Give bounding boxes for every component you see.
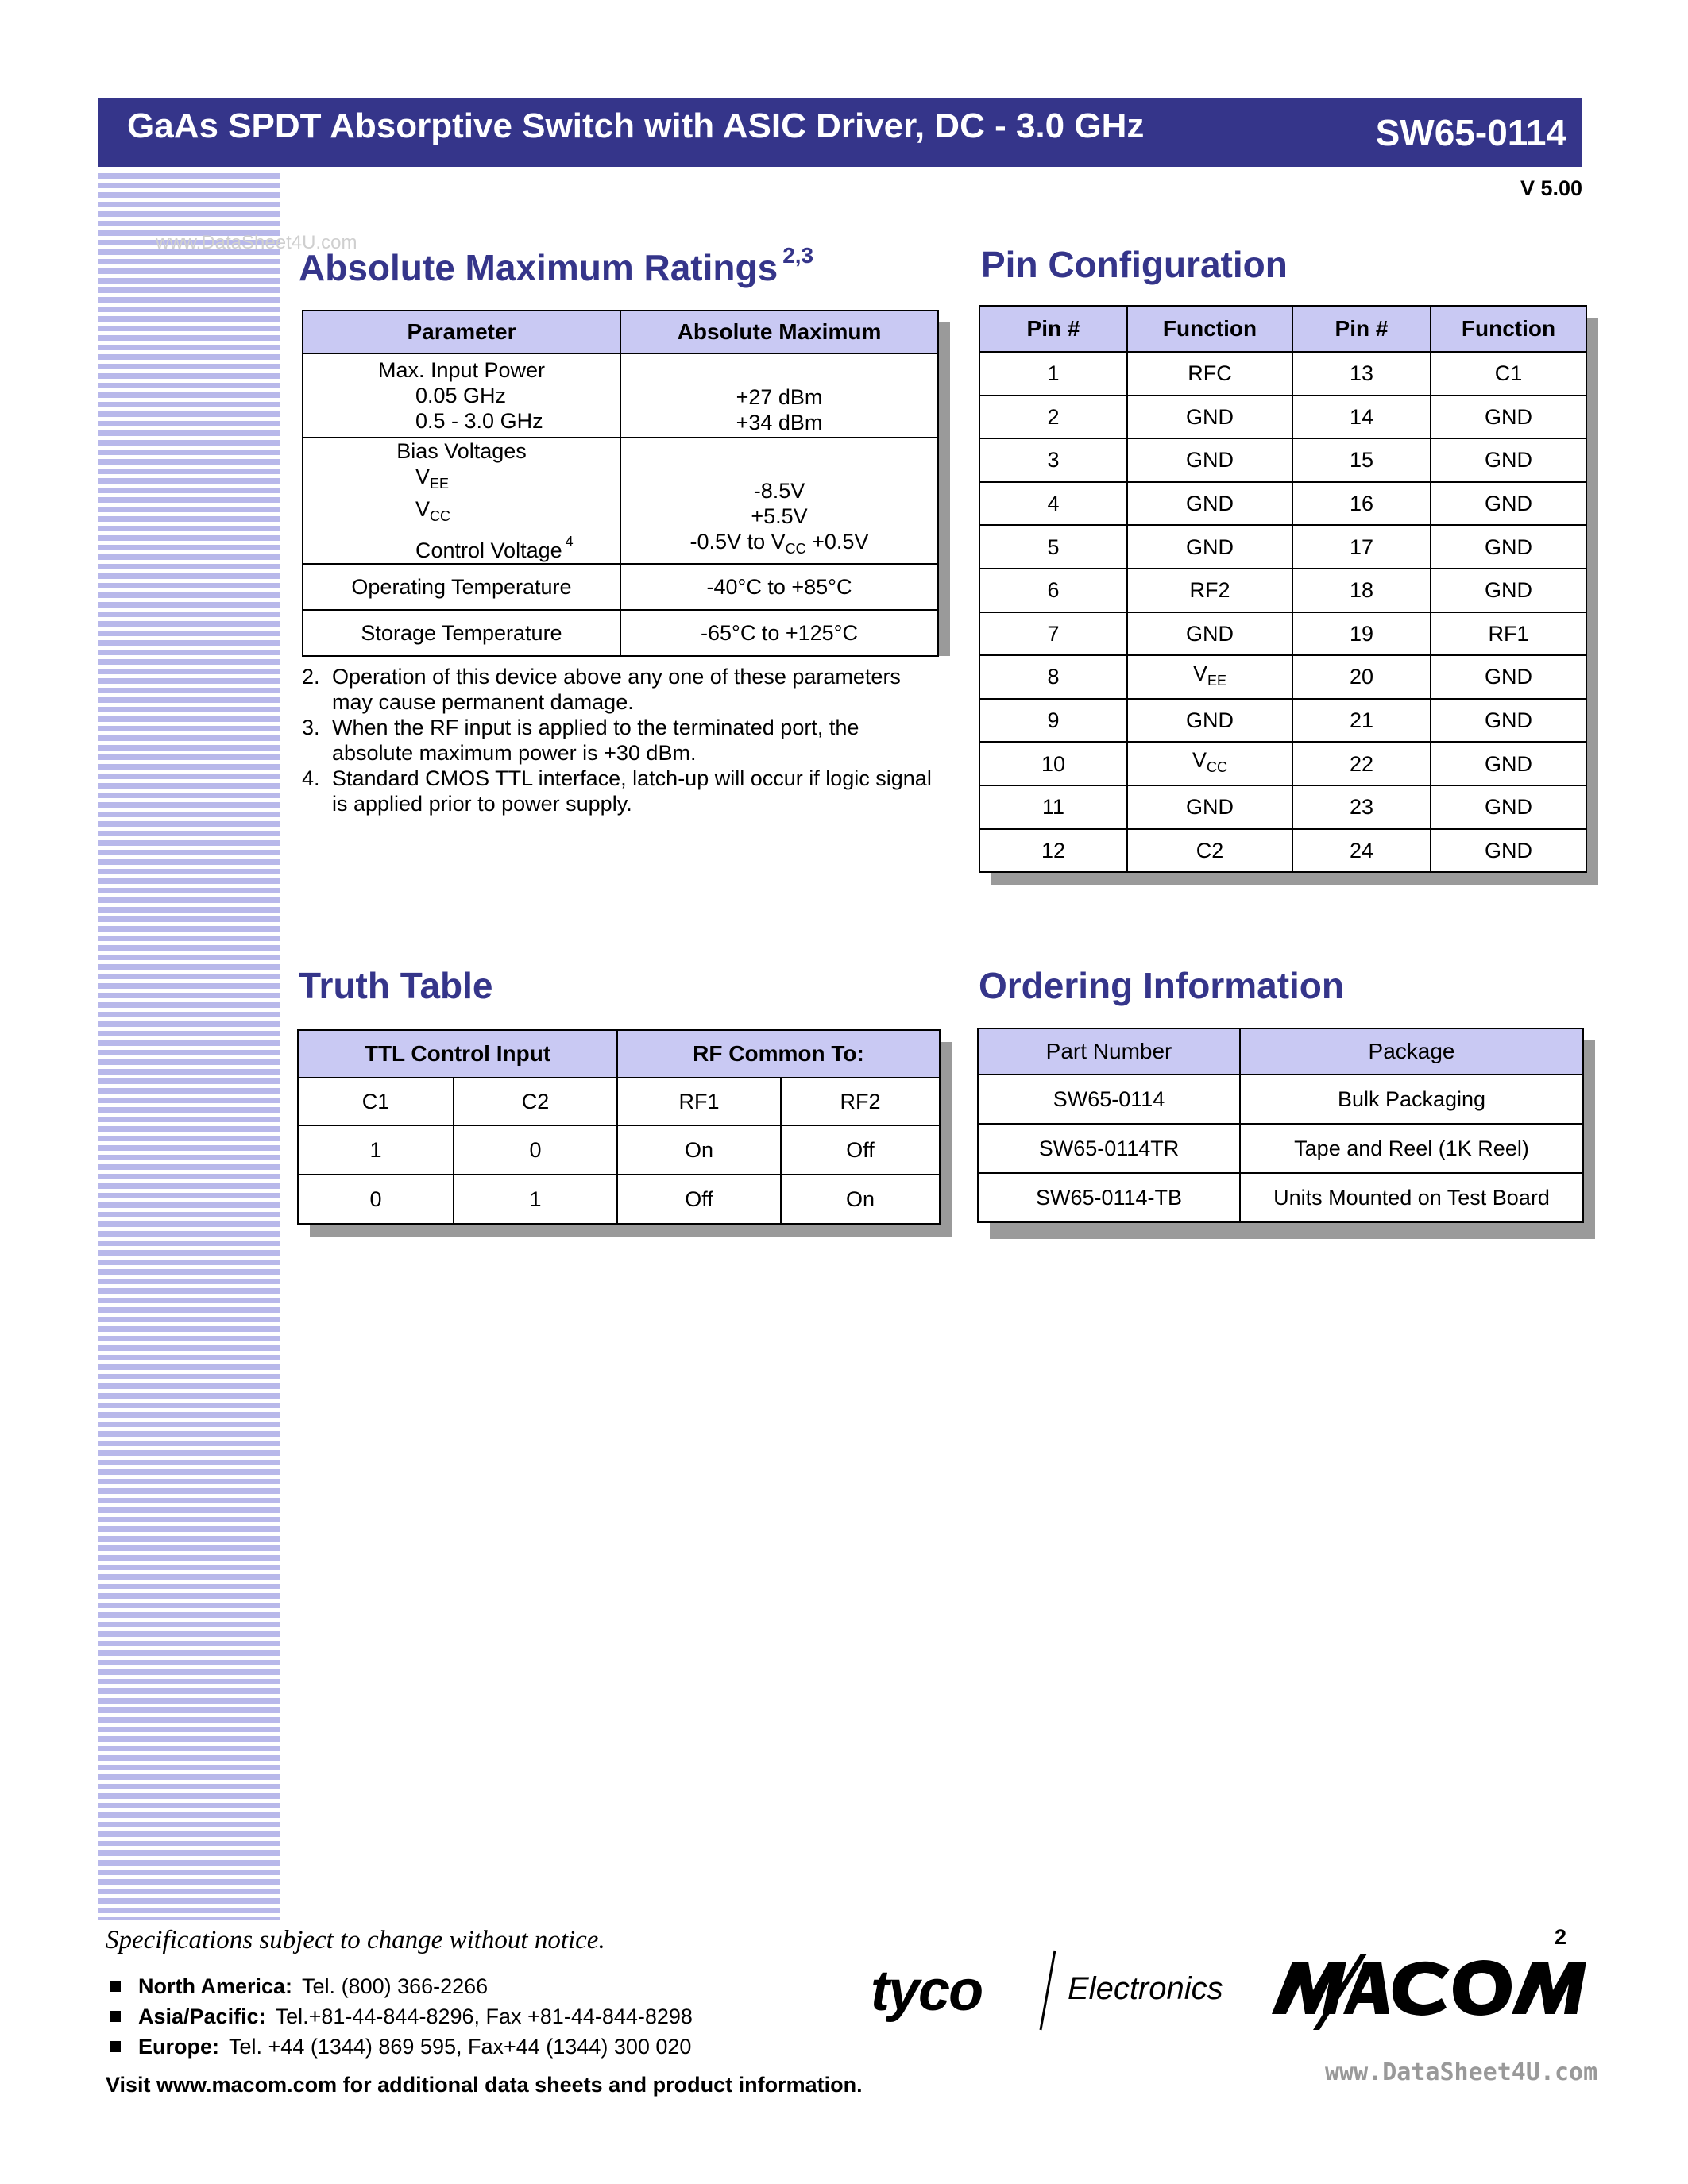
table-row: SW65-0114-TB Units Mounted on Test Board	[978, 1173, 1583, 1222]
header-ttl-control: TTL Control Input	[298, 1030, 617, 1078]
page-number: 2	[1555, 1925, 1567, 1949]
table-row	[979, 829, 1586, 873]
table-row: Operating Temperature -40°C to +85°C	[303, 564, 938, 610]
table-cell: GND	[1431, 699, 1586, 743]
table-row	[979, 525, 1586, 569]
spec-notice: Specifications subject to change without notice.	[106, 1926, 605, 1954]
table-cell: 20	[1292, 655, 1431, 699]
table-cell: 18	[1292, 569, 1431, 612]
header-pin-2: Pin #	[1292, 306, 1431, 352]
table-cell: GND	[1127, 396, 1292, 439]
table-cell: 7	[979, 612, 1127, 656]
table-cell: GND	[1127, 438, 1292, 482]
table-row	[979, 699, 1586, 743]
table-row: SW65-0114TR Tape and Reel (1K Reel)	[978, 1124, 1583, 1173]
bullet-icon	[110, 2011, 121, 2022]
table-cell: RF1	[1431, 612, 1586, 656]
table-cell: GND	[1431, 569, 1586, 612]
table-cell: GND	[1127, 482, 1292, 526]
table-cell: C1	[1431, 352, 1586, 396]
table-cell: GND	[1431, 785, 1586, 829]
table-cell: GND	[1127, 699, 1292, 743]
table-cell: RF2	[1127, 569, 1292, 612]
header-parameter: Parameter	[303, 311, 620, 353]
table-cell: 3	[979, 438, 1127, 482]
table-cell: GND	[1431, 742, 1586, 785]
table-cell: GND	[1431, 438, 1586, 482]
table-cell: 14	[1292, 396, 1431, 439]
title-bar	[98, 98, 1582, 167]
table-cell: C2	[1127, 829, 1292, 873]
table-cell: 16	[1292, 482, 1431, 526]
part-number: SW65-0114	[1375, 112, 1566, 153]
bullet-icon	[110, 2041, 121, 2052]
decorative-stripe	[98, 173, 280, 1920]
table-cell: 19	[1292, 612, 1431, 656]
table-cell: 12	[979, 829, 1127, 873]
table-cell: 24	[1292, 829, 1431, 873]
footnote: 2. Operation of this device above any one of these parameters may cause permanent damage.	[302, 665, 901, 714]
table-cell: GND	[1431, 396, 1586, 439]
table-cell: GND	[1127, 525, 1292, 569]
table-cell: 21	[1292, 699, 1431, 743]
table-row	[979, 352, 1586, 396]
header-absolute-maximum: Absolute Maximum	[620, 311, 938, 353]
table-row: Bias Voltages $V_{EE}$ $V_{CC}$ Control Voltage $^4$ -8.5V +5.5V -0.5V to $V_{CC} +0.5V$	[303, 438, 938, 564]
table-row	[979, 569, 1586, 612]
table-cell: GND	[1127, 612, 1292, 656]
table-cell: GND	[1431, 482, 1586, 526]
table-row	[979, 482, 1586, 526]
abs-max-title: Absolute Maximum Ratings $^{2,3}$	[299, 243, 814, 288]
table-cell: $V_{CC}$	[1127, 742, 1292, 785]
table-cell: 23	[1292, 785, 1431, 829]
tyco-electronics-logo: tyco Electronics	[871, 1944, 1236, 2032]
table-cell: 22	[1292, 742, 1431, 785]
watermark: www.DataSheet4U.com	[1325, 2059, 1598, 2086]
table-cell: 4	[979, 482, 1127, 526]
header-part-number: Part Number	[978, 1028, 1240, 1075]
table-cell: 15	[1292, 438, 1431, 482]
contact-asia-pacific: Asia/Pacific: Tel.+81-44-844-8296, Fax +81-44-844-8298	[110, 2001, 693, 2032]
table-cell: 13	[1292, 352, 1431, 396]
contact-europe: Europe: Tel. +44 (1344) 869 595, Fax+44 (1344) 300 020	[110, 2032, 693, 2062]
table-row	[979, 396, 1586, 439]
table-row: Max. Input Power 0.05 GHz 0.5 - 3.0 GHz +27 dBm +34 dBm	[303, 353, 938, 438]
table-row	[979, 655, 1586, 699]
watermark: www.DataSheet4U.com	[156, 232, 357, 253]
ordering-title: Ordering Information	[979, 965, 1344, 1006]
footnotes	[302, 664, 937, 816]
table-cell: $V_{EE}$	[1127, 655, 1292, 699]
header-rf-common: RF Common To:	[617, 1030, 940, 1078]
table-cell: GND	[1431, 525, 1586, 569]
header-function-1: Function	[1127, 306, 1292, 352]
table-cell: 9	[979, 699, 1127, 743]
table-cell: RFC	[1127, 352, 1292, 396]
contact-list	[110, 1971, 693, 2062]
table-row	[979, 612, 1586, 656]
table-cell: 10	[979, 742, 1127, 785]
table-cell: GND	[1127, 785, 1292, 829]
table-cell: 8	[979, 655, 1127, 699]
table-row: SW65-0114 Bulk Packaging	[978, 1075, 1583, 1124]
macom-logo	[1265, 1938, 1599, 2049]
header-pin-1: Pin #	[979, 306, 1127, 352]
table-row: C1 C2 RF1 RF2	[298, 1078, 940, 1125]
version-label: V 5.00	[1520, 176, 1582, 200]
bullet-icon	[110, 1981, 121, 1992]
footnote: 3. When the RF input is applied to the terminated port, the absolute maximum power is +30 dBm.	[302, 716, 859, 765]
table-row: 1 0 On Off	[298, 1125, 940, 1175]
table-row: Storage Temperature -65°C to +125°C	[303, 610, 938, 656]
header-package: Package	[1240, 1028, 1583, 1075]
table-cell: GND	[1431, 829, 1586, 873]
table-cell: 17	[1292, 525, 1431, 569]
table-row	[979, 785, 1586, 829]
truth-table-title: Truth Table	[299, 965, 493, 1006]
table-cell: GND	[1431, 655, 1586, 699]
table-row	[979, 742, 1586, 785]
table-row	[979, 438, 1586, 482]
table-cell: 2	[979, 396, 1127, 439]
header-function-2: Function	[1431, 306, 1586, 352]
macom-logo-graphic	[1265, 1938, 1599, 2049]
table-cell: 5	[979, 525, 1127, 569]
pin-config-title: Pin Configuration	[981, 244, 1288, 285]
table-row: 0 1 Off On	[298, 1175, 940, 1224]
footnote: 4. Standard CMOS TTL interface, latch-up will occur if logic signal is applied prior to power supply.	[302, 766, 932, 816]
visit-website-text: Visit www.macom.com for additional data sheets and product information.	[106, 2073, 863, 2097]
contact-north-america: North America: Tel. (800) 366-2266	[110, 1971, 693, 2001]
table-cell: 11	[979, 785, 1127, 829]
table-cell: 1	[979, 352, 1127, 396]
document-title: GaAs SPDT Absorptive Switch with ASIC Driver, DC - 3.0 GHz	[127, 106, 1145, 145]
table-cell: 6	[979, 569, 1127, 612]
